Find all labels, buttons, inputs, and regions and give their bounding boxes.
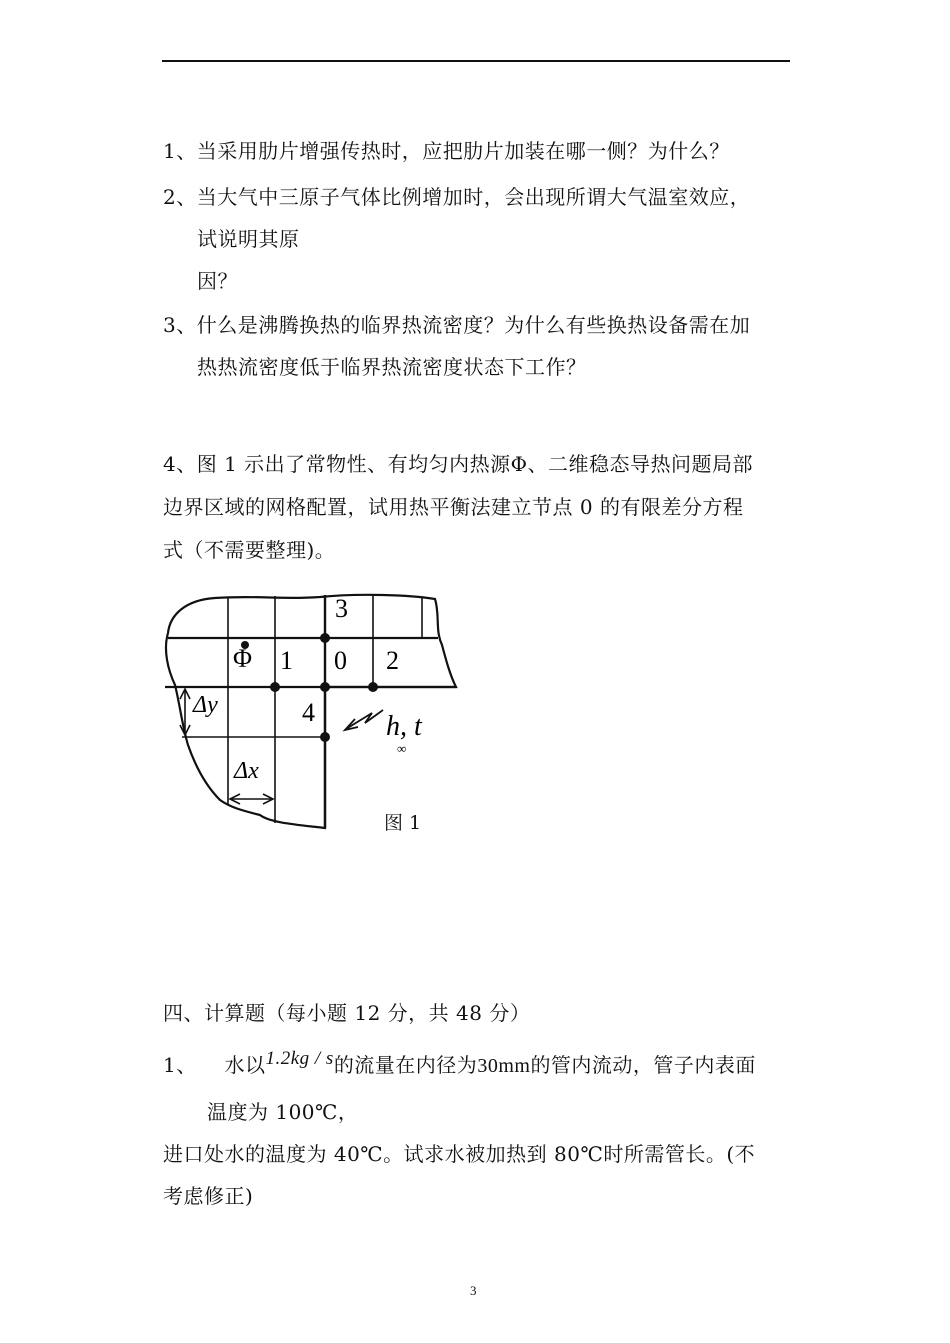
phi-label: Φ [233,644,253,673]
figure-caption: 图 1 [384,812,422,834]
question-2-line-3: 因？ [197,269,238,293]
inner-diameter: 30mm [477,1055,531,1077]
calc-1-mid: 的流量在内径为 [333,1053,478,1077]
convection-arrow [346,710,383,729]
question-4-line-3: 式（不需要整理)。 [163,538,336,562]
question-3-line-2: 热热流密度低于临界热流密度状态下工作？ [197,355,587,379]
section-heading: 四、计算题（每小题 12 分，共 48 分） [163,1001,531,1025]
node-2-label: 2 [386,646,399,675]
dx-label: Δx [234,758,259,784]
calc-1-line-3: 进口处水的温度为 40℃。试求水被加热到 80℃时所需管长。(不 [163,1142,756,1166]
question-3-line-1: 3、什么是沸腾换热的临界热流密度？为什么有些换热设备需在加 [163,313,751,337]
dy-label: Δy [193,692,218,718]
node-0-dot [320,682,330,692]
calc-1-post: 的管内流动，管子内表面 [530,1053,756,1077]
calc-1-pre: 水以 [224,1053,266,1077]
question-4-line-1: 4、图 1 示出了常物性、有均匀内热源Φ、二维稳态导热问题局部 [163,452,754,476]
node-2-dot [368,682,378,692]
node-1-label: 1 [280,646,293,675]
calc-1-line-1 [163,1048,756,1080]
question-2-line-2: 试说明其原 [197,227,300,251]
question-1: 1、当采用肋片增强传热时，应把肋片加装在哪一侧？为什么？ [163,139,730,163]
node-1-dot [270,682,280,692]
calc-1-line-4: 考虑修正) [163,1184,254,1208]
question-2-line-1: 2、当大气中三原子气体比例增加时，会出现所谓大气温室效应， [163,185,751,209]
page-number: 3 [470,1283,477,1298]
calc-1-line-2: 温度为 100℃， [207,1100,359,1124]
ht-label: h, t [386,711,422,742]
node-3-label: 3 [335,594,348,623]
calc-1-number: 1、 [163,1053,197,1077]
node-0-label: 0 [334,646,347,675]
node-4-dot [320,732,330,742]
infinity-subscript: ∞ [397,741,407,756]
flow-rate: 1.2kg / s [265,1048,334,1069]
header-rule [162,60,790,62]
node-4-label: 4 [302,698,315,727]
figure-1-grid-diagram [160,585,460,830]
question-4-line-2: 边界区域的网格配置，试用热平衡法建立节点 0 的有限差分方程 [163,495,744,519]
node-3-dot [320,633,330,643]
